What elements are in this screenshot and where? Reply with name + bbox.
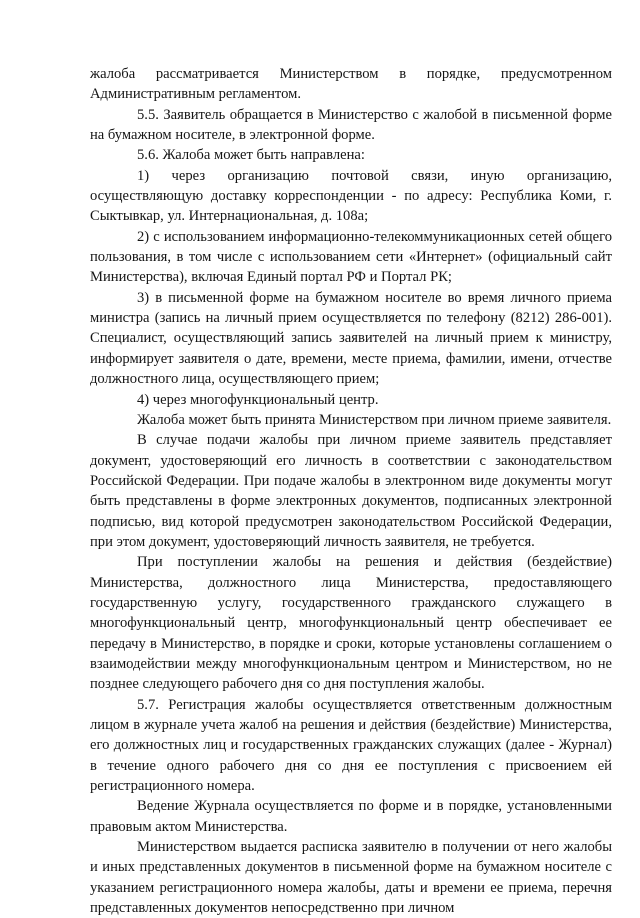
paragraph-5-6-heading: 5.6. Жалоба может быть направлена: (137, 147, 365, 164)
paragraph-item-2: 2) с использованием информационно-телекоммуникационных сетей общего пользования, в том числе с использованием сети «Интернет» (официальный сайт Министерства), включая Единый портал РФ и Портал РК; (90, 228, 612, 286)
paragraph-5-5: 5.5. Заявитель обращается в Министерство с жалобой в письменной форме на бумажном носителе, в электронной форме. (90, 106, 612, 144)
document-body (90, 64, 612, 918)
paragraph-journal: Ведение Журнала осуществляется по форме и в порядке, установленными правовым актом Министерства. (90, 798, 612, 835)
paragraph-receipt: Министерством выдается расписка заявителю в получении от него жалобы и иных представленных документов в письменной форме на бумажном носителе с указанием регистрационного номера жалобы, даты и времени ее приема, перечня представленных документов непосредственно при личном (90, 839, 612, 917)
paragraph-identity-document: В случае подачи жалобы при личном приеме заявитель представляет документ, удостоверяющий его личность в соответствии с законодательством Российской Федерации. При подаче жалобы в электронном виде документы могут быть представлены в форме электронных документов, подписанных электронной подписью, вид которой предусмотрен законодательством Российской Федерации, при этом документ, удостоверяющий личность заявителя, не требуется. (90, 432, 612, 550)
paragraph-personal-reception: Жалоба может быть принята Министерством при личном приеме заявителя. (137, 411, 612, 428)
paragraph-item-1: 1) через организацию почтовой связи, иную организацию, осуществляющую доставку корреспонденции - по адресу: Республика Коми, г. Сыктывкар, ул. Интернациональная, д. 108а; (90, 167, 612, 225)
paragraph-5-7: 5.7. Регистрация жалобы осуществляется ответственным должностным лицом в журнале учета жалоб на решения и действия (бездействие) Министерства, его должностных лиц и государственных гражданских служащих (далее - Журнал) в течение одного рабочего дня со дня ее поступления с присвоением ей регистрационного номера. (90, 696, 612, 795)
paragraph-continuation: жалоба рассматривается Министерством в порядке, предусмотренном Административным регламентом. (90, 66, 612, 103)
paragraph-mfc-transfer: При поступлении жалобы на решения и действия (бездействие) Министерства, должностного лица Министерства, предоставляющего государственную услугу, государственного гражданского служащего в многофункциональный центр, многофункциональный центр обеспечивает ее передачу в Министерство, в порядке и сроки, которые установлены соглашением о взаимодействии между многофункциональным центром и Министерством, но не позднее следующего рабочего дня со дня поступления жалобы. (90, 554, 612, 693)
paragraph-item-4: 4) через многофункциональный центр. (137, 391, 379, 408)
paragraph-item-3: 3) в письменной форме на бумажном носителе во время личного приема министра (запись на личный прием осуществляется по телефону (8212) 286-001). Специалист, осуществляющий запись заявителей на личный прием к министру, информирует заявителя о дате, времени, месте приема, фамилии, имени, отчестве должностного лица, осуществляющего прием; (90, 289, 612, 388)
